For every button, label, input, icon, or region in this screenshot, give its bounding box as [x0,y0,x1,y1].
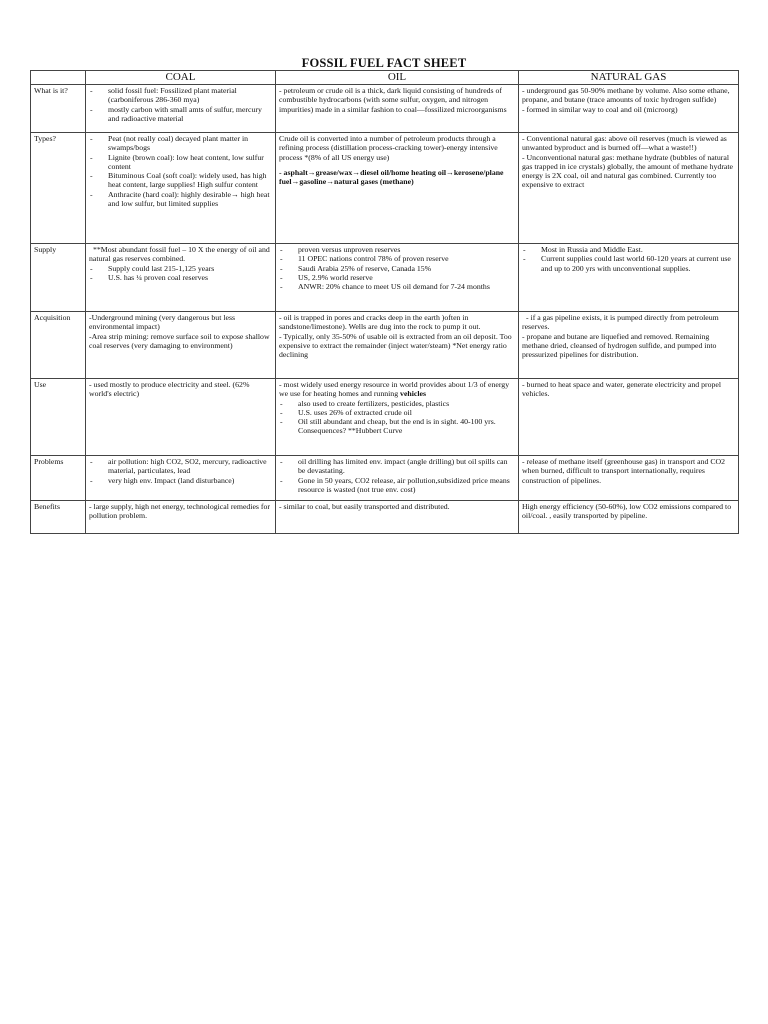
list-item: - proven versus unproven reserves [279,245,515,254]
cell-gas [519,244,739,312]
list-item: - very high env. Impact (land disturbance) [89,476,272,485]
row-label-use: Use [31,379,86,456]
cell-coal [86,244,276,312]
cell-text-bold: vehicles [400,389,427,399]
cell-text: -Area strip mining: remove surface soil to expose shallow coal reserves (very damaging to environment) [89,331,270,350]
list-item: - mostly carbon with small amts of sulfur, mercury and radioactive material [89,105,272,124]
table-row [31,379,739,456]
cell-coal [86,456,276,501]
header-coal: COAL [86,71,276,85]
cell-text: - similar to coal, but easily transported and distributed. [279,502,450,511]
cell-text: - burned to heat space and water, generate electricity and propel vehicles. [522,380,722,399]
cell-text: - formed in similar way to coal and oil (microorg) [522,104,678,114]
cell-coal [86,312,276,379]
cell-oil [276,379,519,456]
cell-text: - Conventional natural gas: above oil reserves (much is viewed as unwanted byproduct and is burned off—what a waste!!) [522,134,727,153]
list-item: - Saudi Arabia 25% of reserve, Canada 15% [279,264,515,273]
list-item: - Supply could last 215-1,125 years [89,264,272,273]
cell-text: - used mostly to produce electricity and steel. (62% world's electric) [89,380,250,399]
cell-oil [276,456,519,501]
list-item: - US, 2.9% world reserve [279,273,515,282]
row-label-problems: Problems [31,456,86,501]
cell-text: - if a gas pipeline exists, it is pumped directly from petroleum reserves. [522,313,719,332]
row-label-what: What is it? [31,85,86,133]
cell-oil [276,244,519,312]
table-row [31,456,739,501]
cell-text: - Typically, only 35-50% of usable oil is extracted from an oil deposit. Too expensive to extract the remainder (inject water/steam) *Net energy ratio declining [279,331,512,360]
cell-text: High energy efficiency (50-60%), low CO2 emissions compared to oil/coal. , easily transported by pipeline. [522,502,732,521]
cell-text: -Underground mining (very dangerous but less environmental impact) [89,313,236,332]
list-item: - oil drilling has limited env. impact (angle drilling) but oil spills can be devastating. [279,457,515,476]
cell-text: Crude oil is converted into a number of petroleum products through a refining process (distillation process-cracking tower)-energy intensive process *(8% of all US energy use) [279,134,498,162]
cell-gas [519,312,739,379]
cell-text [279,380,515,399]
list-item: - ANWR: 20% chance to meet US oil demand for 7-24 months [279,282,515,291]
cell-coal [86,133,276,244]
cell-gas [519,379,739,456]
table-row [31,244,739,312]
cell-oil [276,85,519,133]
cell-oil [276,501,519,534]
cell-text: **Most abundant fossil fuel – 10 X the energy of oil and natural gas reserves combined. [89,245,270,264]
cell-text: - oil is trapped in pores and cracks deep in the earth )often in sandstone/limestone). Wells are dug into the rock to pump it out. [279,313,481,332]
list-item: - Current supplies could last world 60-120 years at current use and up to 200 yrs with unconventional supplies. [522,254,735,273]
table-row [31,312,739,379]
list-item: - solid fossil fuel: Fossilized plant material (carboniferous 286-360 mya) [89,86,272,105]
list-item: - Gone in 50 years, CO2 release, air pollution,subsidized price means resource is wasted (not true env. cost) [279,476,515,495]
row-label-types: Types? [31,133,86,244]
list-item: - 11 OPEC nations control 78% of proven reserve [279,254,515,263]
cell-text: - Unconventional natural gas: methane hydrate (bubbles of natural gas trapped in ice crystals) globally, the amount of methane hydrate energy is 2X coal, oil and natural gas combined. Currently too expensive to extract [522,152,734,190]
cell-gas [519,133,739,244]
list-item: - U.S. uses 26% of extracted crude oil [279,408,515,417]
cell-text-intro: - most widely used energy resource in world provides about 1/3 of energy we use for heating homes and running [279,380,510,399]
cell-oil [276,312,519,379]
list-item: - Peat (not really coal) decayed plant matter in swamps/bogs [89,134,272,153]
fossil-fuel-table [30,70,739,534]
table-header-row [31,71,739,85]
header-blank [31,71,86,85]
table-row [31,85,739,133]
table-row [31,501,739,534]
header-natural-gas: NATURAL GAS [519,71,739,85]
row-label-benefits: Benefits [31,501,86,534]
list-item: - Anthracite (hard coal): highly desirable→ high heat and low sulfur, but limited supplies [89,190,272,209]
cell-gas [519,456,739,501]
cell-text: - underground gas 50-90% methane by volume. Also some ethane, propane, and butane (trace amounts of toxic hydrogen sulfide) [522,86,730,105]
cell-text: - large supply, high net energy, technological remedies for pollution problem. [89,502,271,521]
list-item: - Most in Russia and Middle East. [522,245,735,254]
cell-gas [519,85,739,133]
cell-oil [276,133,519,244]
list-item: - U.S. has ¼ proven coal reserves [89,273,272,282]
cell-text: - propane and butane are liquefied and removed. Remaining methane dried, cleansed of hydrogen sulfide, and pumped into pressurized pipelines for distribution. [522,331,717,360]
page-title: FOSSIL FUEL FACT SHEET [301,56,467,70]
table-row [31,133,739,244]
list-item: - Lignite (brown coal): low heat content, low sulfur content [89,153,272,172]
list-item: - Oil still abundant and cheap, but the end is in sight. 40-100 yrs. Consequences? **Hubbert Curve [279,417,515,436]
cell-coal [86,85,276,133]
header-oil: OIL [276,71,519,85]
cell-gas [519,501,739,534]
cell-text: - petroleum or crude oil is a thick, dark liquid consisting of hundreds of combustible hydrocarbons (with some sulfur, oxygen, and nitrogen impurities) made in a similar fashion to coal—fossilized microorganisms [279,86,507,114]
cell-text: - release of methane itself (greenhouse gas) in transport and CO2 when burned, difficult to transport internationally, requires construction of pipelines. [522,457,726,485]
row-label-acquisition: Acquisition [31,312,86,379]
refining-products: - asphalt→grease/wax→diesel oil/home heating oil→kerosene/plane fuel→gasoline→natural gases (methane) [279,167,504,187]
list-item: - also used to create fertilizers, pesticides, plastics [279,399,515,408]
cell-coal [86,379,276,456]
row-label-supply: Supply [31,244,86,312]
cell-coal [86,501,276,534]
list-item: - Bituminous Coal (soft coal): widely used, has high heat content, large supplies! High sulfur content [89,171,272,190]
list-item: - air pollution: high CO2, SO2, mercury, radioactive material, particulates, lead [89,457,272,476]
